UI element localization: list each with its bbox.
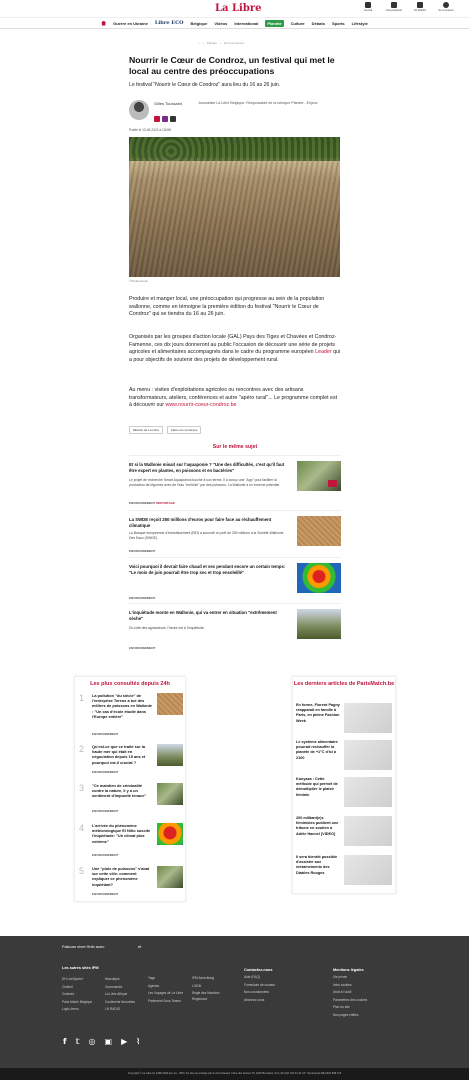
article-lead: Le festival "Nourrir le Cœur de Condroz" aura lieu du 16 au 26 juin. bbox=[129, 82, 281, 88]
site-logo[interactable]: La Libre bbox=[215, 3, 262, 14]
paris-match-item[interactable]: Kunyaza : Cette méthode qui permet de démultiplier le plaisir féminin bbox=[296, 777, 392, 811]
nav-item-libre-eco[interactable]: Libre ECO bbox=[154, 20, 184, 26]
paris-match-item[interactable]: 200 militant(e)s féministes publient une tribune en soutien à Adèle Haenel [VIDEO] bbox=[296, 816, 392, 850]
related-card-category: ENVIRONNEMENT bbox=[129, 596, 156, 600]
top-bar bbox=[0, 0, 469, 18]
linkedin-icon[interactable]: ▣ bbox=[104, 1037, 113, 1046]
footer-tagline-and: et bbox=[138, 944, 142, 949]
podcasts-icon[interactable]: Nos podcasts bbox=[385, 2, 403, 12]
mail-share-icon[interactable] bbox=[170, 116, 176, 122]
most-popular-item[interactable]: 1 La pollution "du siècle" de l'entreprise Tereos a tué des milliers de poissons en Wallonie : "Un cas d'école étudié dans l'Europe entière" ENVIRONNEMENT bbox=[79, 693, 183, 733]
social-links bbox=[63, 1037, 140, 1046]
paris-match-item[interactable]: En forme, Florent Pagny réapparaît en famille à Paris, en pleine Fashion Week bbox=[296, 703, 392, 737]
footer-legal: Mentions légales Vie privée Infos cookies Droit à l'oubli Paramétrez des cookies Plan du site Nos pages entités bbox=[333, 968, 368, 1017]
most-popular-item[interactable]: 2 Qu'est-ce que ce traité sur la haute mer qui était en négociation depuis 15 ans et pourquoi est-il crucial ? ENVIRONNEMENT bbox=[79, 744, 183, 784]
paris-match-title: Les derniers articles de ParisMatch.be bbox=[293, 681, 395, 687]
messenger-share-icon[interactable] bbox=[162, 116, 168, 122]
copyright-text: Copyright © La Libre.be 1996-2023 ipm sa - IPM | Ce site est protégé par le droit d'auteur | Rue des Francs 79, 1040 Bruxelles | Tel +32 (0)2 744 44 44 | N° d'entreprise BE 0403.508.716 bbox=[127, 1072, 342, 1075]
related-card-thumbnail[interactable] bbox=[297, 609, 341, 639]
related-card-category: ENVIRONNEMENT bbox=[129, 549, 156, 553]
footer-col: DH LesSports+ Cinebel Cuisinez Paris Match Belgique Logic-Immo bbox=[62, 977, 93, 1011]
related-card-category: ENVIRONNEMENT REPORTAGE bbox=[129, 501, 175, 505]
nav-item-culture[interactable]: Culture bbox=[290, 20, 305, 26]
related-card-thumbnail[interactable] bbox=[297, 516, 341, 546]
nav-item-ukraine[interactable]: Guerre en Ukraine bbox=[113, 20, 148, 26]
article-photo bbox=[129, 137, 340, 277]
related-card[interactable] bbox=[129, 510, 341, 556]
most-popular-thumbnail[interactable] bbox=[157, 783, 183, 805]
most-popular-item-title[interactable]: Une "pluie de poissons" s'abat sur cette ville: comment expliquer ce phénomène inquiétant? bbox=[92, 866, 150, 887]
footer bbox=[0, 936, 469, 1068]
festival-website-link[interactable]: www.nourrir-coeur-condroz.be bbox=[165, 402, 237, 409]
related-card-thumbnail[interactable] bbox=[297, 563, 341, 593]
breadcrumb-environnement[interactable]: Environnement bbox=[224, 41, 245, 45]
related-card-title[interactable]: L'inquiétude monte en Wallonie, qui va entrer en situation "extrêmement sèche" bbox=[129, 610, 277, 621]
nav-item-international[interactable]: International bbox=[234, 20, 259, 26]
most-popular-item[interactable]: 4 L'arrivée du phénomène météorologique El Niño suscite l'inquiétude: "Un climat plus extrême" ENVIRONNEMENT bbox=[79, 823, 183, 863]
nav-item-belgique[interactable]: Belgique bbox=[190, 20, 208, 26]
related-card[interactable] bbox=[129, 455, 341, 510]
nav-item-lifestyle[interactable]: Lifestyle bbox=[351, 20, 368, 26]
related-card-title[interactable]: La SWDE reçoit 250 millions d'euros pour faire face au réchauffement climatique bbox=[129, 517, 272, 528]
most-popular-box bbox=[74, 676, 186, 902]
author-avatar[interactable] bbox=[129, 100, 149, 120]
paris-match-item[interactable]: Il sera bientôt possible d'assister aux entraînements des Diables Rouges bbox=[296, 855, 392, 889]
instagram-icon[interactable]: ◎ bbox=[88, 1037, 96, 1046]
user-icon[interactable]: Se connecter bbox=[437, 2, 455, 12]
most-popular-title: Les plus consultés depuis 24h bbox=[90, 681, 170, 687]
most-popular-thumbnail[interactable] bbox=[157, 744, 183, 766]
most-popular-thumbnail[interactable] bbox=[157, 866, 183, 888]
leader-link[interactable]: Leader bbox=[315, 349, 332, 356]
related-card-thumbnail[interactable] bbox=[297, 461, 341, 491]
article-paragraph: Au menu : visites d'exploitations agricoles ou rencontres avec des artisans transformateurs, ateliers, conférences et autre "apéro rural"... Le programme complet est à découvrir sur www.nourrir-coeur-condroz.be bbox=[129, 387, 338, 409]
most-popular-item-title[interactable]: Qu'est-ce que ce traité sur la haute mer qui était en négociation depuis 15 ans et pourquoi est-il crucial ? bbox=[92, 744, 146, 765]
copyright-bar bbox=[0, 1068, 469, 1080]
footer-sites-title: Les autres sites IPM bbox=[62, 966, 99, 970]
home-icon[interactable] bbox=[101, 21, 106, 26]
related-card-title[interactable]: Et si la Wallonie misait sur l'aquaponie ? "Une des difficultés, c'est qu'il faut être expert en plantes, en poissons et en bactéries" bbox=[129, 462, 285, 473]
footer-tagline: Faisons vivre l'info avec bbox=[62, 944, 105, 949]
article-actions bbox=[129, 426, 201, 434]
journal-icon[interactable]: Journal bbox=[359, 2, 377, 12]
most-popular-item-title[interactable]: "Ce maintien de criminalité contre la nature, il y a un sentiment d'impunité tenace" bbox=[92, 783, 147, 799]
mission-button[interactable]: Mission de La Libre bbox=[129, 426, 163, 434]
main-nav bbox=[0, 18, 469, 29]
play-video-icon[interactable] bbox=[328, 480, 337, 487]
twitter-icon[interactable]: 𝕥 bbox=[75, 1037, 80, 1046]
footer-col: Yago Agenda Les Voyages de La Libre Parlement Sous Teams bbox=[148, 976, 184, 1003]
remark-button[interactable]: Faire une remarque bbox=[167, 426, 201, 434]
related-card-desc: Le projet de recherche Smart Aquaponics touche à son terme. Il a conçu une "App" pour faciliter la production de légumes avec de l'eau "enrichie" par des poissons. La Wallonie a un énorme potentiel. bbox=[129, 478, 281, 487]
nav-item-debats[interactable]: Débats bbox=[311, 20, 325, 26]
nav-item-planete[interactable]: Planète bbox=[267, 20, 282, 26]
most-popular-item[interactable]: 5 Une "pluie de poissons" s'abat sur cette ville: comment expliquer ce phénomène inquiétant? ENVIRONNEMENT bbox=[79, 866, 183, 896]
publish-date: Publié le 13-06-2022 à 12h58 bbox=[129, 128, 171, 132]
youtube-icon[interactable]: ▶ bbox=[121, 1037, 128, 1046]
photo-credit: ©Shutterstock bbox=[129, 279, 148, 283]
paris-match-thumbnail[interactable] bbox=[344, 816, 392, 846]
related-card-title[interactable]: Voici pourquoi il devrait faire chaud et sec pendant encore un certain temps: "Le mois de juin pourrait être trop sec et trop ensoleillé" bbox=[129, 564, 286, 575]
related-card-category: ENVIRONNEMENT bbox=[129, 646, 156, 650]
footer-col: IPM Advertising L'ADN Règle des Marchés Régionaux bbox=[192, 976, 220, 1001]
article-title: Nourrir le Cœur de Condroz, un festival qui met le local au centre des préoccupations bbox=[129, 55, 335, 76]
rss-icon[interactable]: ⌇ bbox=[136, 1037, 141, 1046]
most-popular-thumbnail[interactable] bbox=[157, 693, 183, 715]
most-popular-item[interactable]: 3 "Ce maintien de criminalité contre la nature, il y a un sentiment d'impunité tenace" ENVIRONNEMENT bbox=[79, 783, 183, 823]
related-card-desc: La Banque européenne d'investissement (BEI) a accordé un prêt de 250 millions à la Société Wallonne Des Eaux (SWDE). bbox=[129, 531, 284, 540]
facebook-share-icon[interactable] bbox=[154, 116, 160, 122]
article-paragraph: Produire et manger local, une préoccupation qui progresse au sein de la population wallonne, comme en témoigne la première édition du festival "Nourrir le Cœur de Condroz" qui se tiendra du 16 au 26 juin. bbox=[129, 296, 325, 318]
footer-contact: Contactez-nous Aide (FAQ) Formulaire de contact Nos coordonnées Abonnez-vous bbox=[244, 968, 275, 1002]
share-buttons bbox=[154, 116, 176, 122]
facebook-icon[interactable]: f bbox=[63, 1037, 67, 1046]
home-icon[interactable]: ⌂ bbox=[198, 41, 200, 45]
author-bio: Journaliste La Libre Belgique. Responsable de la rubrique Planète - Enjeux bbox=[198, 101, 318, 105]
footer-col: Moustique Gourmandiz La Libre Afrique Continents Nouvelles LN RADIO bbox=[105, 977, 136, 1011]
most-popular-thumbnail[interactable] bbox=[157, 823, 183, 845]
article-paragraph: Organisés par les groupes d'action locale (GAL) Pays des Tiges et Chavées et Condroz-Famenne, ces dix jours donneront au public l'occasion de découvrir une série de projets agricoles et alimentaires accompagnés dans le cadre du programme européen Leader qui a pour objectifs de soutenir des projets de développement rural. bbox=[129, 334, 341, 363]
nav-item-sports[interactable]: Sports bbox=[331, 20, 345, 26]
paris-match-thumbnail[interactable] bbox=[344, 740, 392, 770]
nav-item-videos[interactable]: Vidéos bbox=[214, 20, 228, 26]
header-tools bbox=[359, 2, 455, 12]
related-card[interactable] bbox=[129, 603, 341, 653]
paris-match-box bbox=[292, 676, 396, 894]
paris-match-thumbnail[interactable] bbox=[344, 855, 392, 885]
related-card[interactable] bbox=[129, 557, 341, 603]
most-popular-item-title[interactable]: La pollution "du siècle" de l'entreprise Tereos a tué des milliers de poissons en Wallonie : "Un cas d'école étudié dans l'Europe entière" bbox=[92, 693, 152, 719]
author-name[interactable]: Gilles Toussaint bbox=[154, 101, 182, 106]
paris-match-thumbnail[interactable] bbox=[344, 703, 392, 733]
related-card-desc: Du côté des agriculteurs, l'heure est à l'inquiétude. bbox=[129, 626, 205, 630]
radio-icon[interactable]: LN RADIO bbox=[411, 2, 429, 12]
paris-match-thumbnail[interactable] bbox=[344, 777, 392, 807]
breadcrumb-planete[interactable]: Planète bbox=[206, 41, 217, 45]
author-block bbox=[129, 100, 341, 122]
most-popular-item-title[interactable]: L'arrivée du phénomène météorologique El Niño suscite l'inquiétude: "Un climat plus extrême" bbox=[92, 823, 151, 844]
breadcrumb: ⌂ › Planète › Environnement bbox=[198, 41, 245, 45]
paris-match-item[interactable]: Le système alimentaire pourrait réchauffer la planète de +1°C d'ici à 2100 bbox=[296, 740, 392, 774]
related-title: Sur le même sujet bbox=[212, 444, 258, 450]
